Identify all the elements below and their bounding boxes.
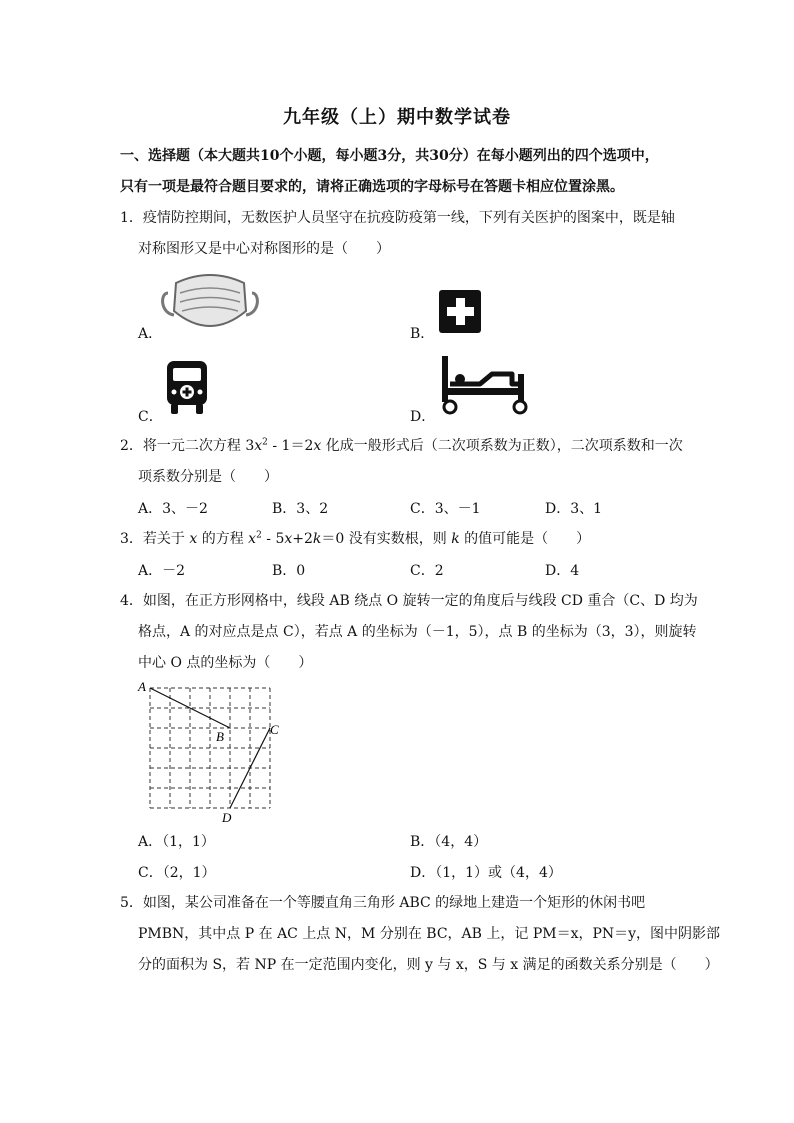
q1-option-b-label: B． bbox=[410, 326, 435, 342]
grid-figure bbox=[136, 678, 286, 824]
q5-line3: 分的面积为 S，若 NP 在一定范围内变化，则 y 与 x，S 与 x 满足的函数关系分别是（ ） bbox=[138, 957, 719, 973]
q3-option-d: D．4 bbox=[545, 563, 580, 579]
q1-line2: 对称图形又是中心对称图形的是（ ） bbox=[138, 241, 390, 257]
q2-exponent: 2 bbox=[262, 437, 268, 448]
q1-option-d-label: D． bbox=[410, 409, 436, 425]
q4-line2: 格点，A 的对应点是点 C），若点 A 的坐标为（－1，5），点 B 的坐标为（3，3），则旋转 bbox=[138, 624, 697, 640]
q3-mid2: - 5 bbox=[261, 531, 285, 547]
q5-line1: 5．如图，某公司准备在一个等腰直角三角形 ABC 的绿地上建造一个矩形的休闲书吧 bbox=[120, 895, 646, 911]
q3-var-x: x bbox=[189, 531, 198, 547]
point-d-label: D bbox=[222, 810, 232, 824]
section-heading-line2: 只有一项是最符合题目要求的，请将正确选项的字母标号在答题卡相应位置涂黑。 bbox=[120, 179, 624, 195]
q3-option-a: A．－2 bbox=[138, 563, 186, 579]
q2-option-b: B．3、2 bbox=[272, 501, 329, 517]
q2-option-d: D．3、1 bbox=[545, 501, 603, 517]
q2-option-a: A．3、－2 bbox=[138, 501, 208, 517]
q3-option-b: B．0 bbox=[272, 563, 306, 579]
q2-var-x2: x bbox=[313, 438, 322, 454]
q5-line2: PMBN，其中点 P 在 AC 上点 N，M 分别在 BC，AB 上，记 PM＝x，PN＝y，图中阴影部 bbox=[138, 926, 721, 942]
q4-option-c: C．（2，1） bbox=[138, 865, 216, 881]
point-a-label: A bbox=[138, 679, 146, 694]
q3-exponent: 2 bbox=[256, 530, 262, 541]
point-b-label: B bbox=[216, 729, 224, 744]
dashed-grid bbox=[150, 688, 270, 808]
q3-option-c: C．2 bbox=[410, 563, 444, 579]
q3-var-x3: x bbox=[284, 531, 293, 547]
ambulance-bus-icon bbox=[165, 361, 209, 415]
q3-mid4: ＝0 没有实数根，则 bbox=[321, 531, 452, 547]
q3-var-x2: x bbox=[248, 531, 257, 547]
q3-prefix: 3．若关于 bbox=[120, 531, 190, 547]
q3-var-k2: k bbox=[451, 531, 460, 547]
medical-cross-icon bbox=[439, 290, 481, 333]
face-mask-icon bbox=[160, 271, 260, 333]
q4-line1: 4．如图，在正方形网格中，线段 AB 绕点 O 旋转一定的角度后与线段 CD 重合（C、D 均为 bbox=[120, 593, 698, 609]
segment-ab bbox=[150, 688, 230, 728]
q3-mid1: 的方程 bbox=[197, 531, 249, 547]
q1-line1: 1．疫情防控期间，无数医护人员坚守在抗疫防疫第一线，下列有关医护的图案中，既是轴 bbox=[120, 210, 675, 226]
q3-suffix: 的值可能是（ ） bbox=[459, 531, 591, 547]
q1-option-a-label: A． bbox=[138, 326, 163, 342]
hospital-bed-icon bbox=[440, 354, 532, 416]
q4-option-a: A．（1，1） bbox=[138, 834, 215, 850]
point-c-label: C bbox=[270, 722, 279, 737]
q2-line1-part-a: 2．将一元二次方程 3 bbox=[120, 438, 255, 454]
q4-option-d: D．（1，1）或（4，4） bbox=[410, 865, 562, 881]
q2-var-x: x bbox=[254, 438, 263, 454]
q4-option-b: B．（4，4） bbox=[410, 834, 488, 850]
q2-line1 bbox=[120, 436, 683, 456]
section-heading-line1: 一、选择题（本大题共10个小题，每小题3分，共30分）在每小题列出的四个选项中， bbox=[120, 148, 659, 164]
q4-line3: 中心 O 点的坐标为（ ） bbox=[138, 655, 313, 671]
q2-line2: 项系数分别是（ ） bbox=[138, 469, 278, 485]
q3-var-k: k bbox=[312, 531, 322, 547]
q2-line1-part-b: - 1＝2 bbox=[267, 438, 314, 454]
q3-line1 bbox=[120, 529, 590, 549]
q2-line1-part-c: 化成一般形式后（二次项系数为正数），二次项系数和一次 bbox=[321, 438, 683, 454]
q2-option-c: C．3、－1 bbox=[410, 501, 481, 517]
q3-mid3: +2 bbox=[292, 531, 313, 547]
page-title: 九年级（上）期中数学试卷 bbox=[283, 107, 511, 128]
q1-option-c-label: C． bbox=[138, 409, 163, 425]
